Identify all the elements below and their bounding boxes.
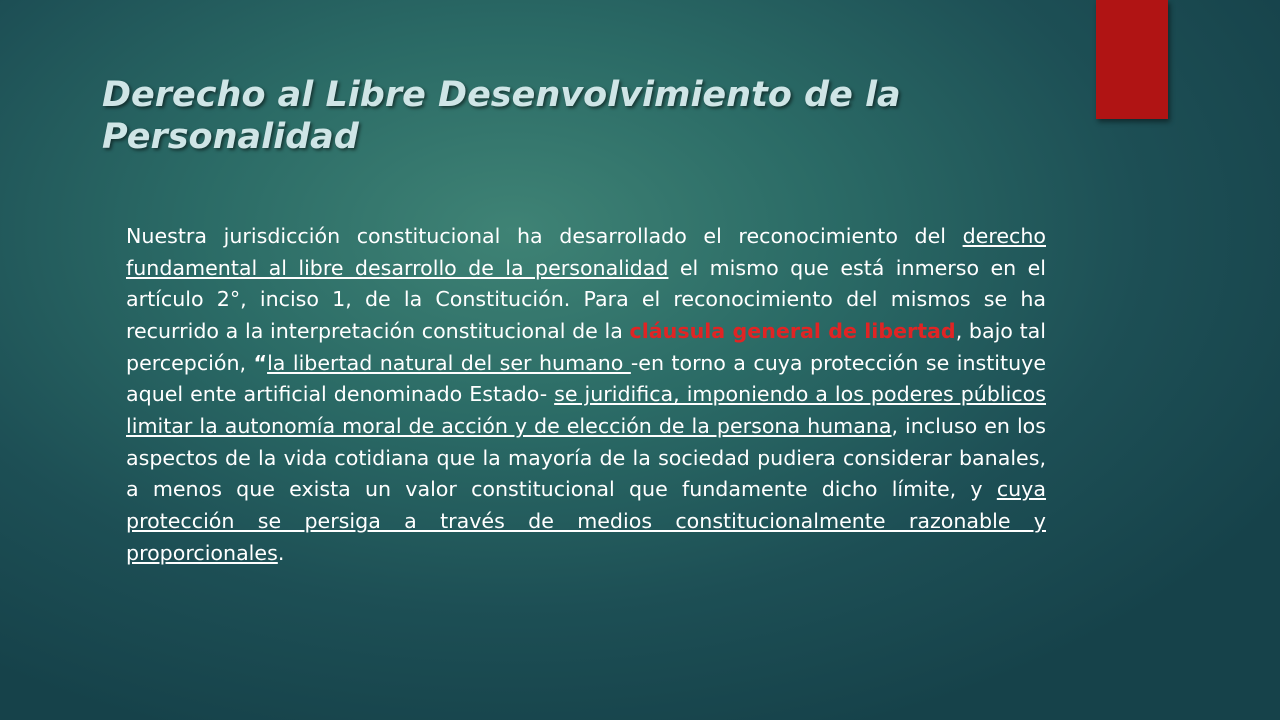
body-text-segment: , incluso en los aspectos de la vida cotidiana que la mayoría de la sociedad pudiera considerar banales, a menos que exista un valor constitucional que fundamente dicho límite, y xyxy=(126,413,1046,502)
underlined-phrase-cuya-proteccion: cuya protección se persiga a través de medios constitucionalmente razonable y proporcionales xyxy=(126,477,1046,565)
body-text-segment: . xyxy=(277,540,285,565)
underlined-phrase-libertad-natural: la libertad natural del ser humano xyxy=(267,350,631,375)
body-text-segment: Nuestra jurisdicción constitucional ha desarrollado el reconocimiento del xyxy=(126,224,963,248)
body-text-segment: , bajo tal percepción, xyxy=(126,318,1046,375)
body-text-segment: -en torno a cuya protección se instituye aquel ente artificial denominado Estado- xyxy=(126,350,1047,407)
opening-quote-mark: “ xyxy=(253,350,268,375)
underlined-phrase-se-juridifica: se juridifica, imponiendo a los poderes públicos limitar la autonomía moral de acción y de elección de la persona humana xyxy=(126,382,1046,438)
accent-bar xyxy=(1096,0,1168,119)
body-text-segment: el mismo que está inmerso en el artículo 2°, inciso 1, de la Constitución. Para el reconocimiento del mismos se ha recurrido a la interpretación constitucional de la xyxy=(126,255,1046,343)
slide-title: Derecho al Libre Desenvolvimiento de la Personalidad xyxy=(102,75,901,157)
underlined-phrase-derecho-fundamental: derecho fundamental al libre desarrollo de la personalidad xyxy=(126,224,1046,280)
slide-body-paragraph xyxy=(126,221,1046,569)
highlighted-phrase-clausula-general: cláusula general de libertad xyxy=(629,318,956,343)
